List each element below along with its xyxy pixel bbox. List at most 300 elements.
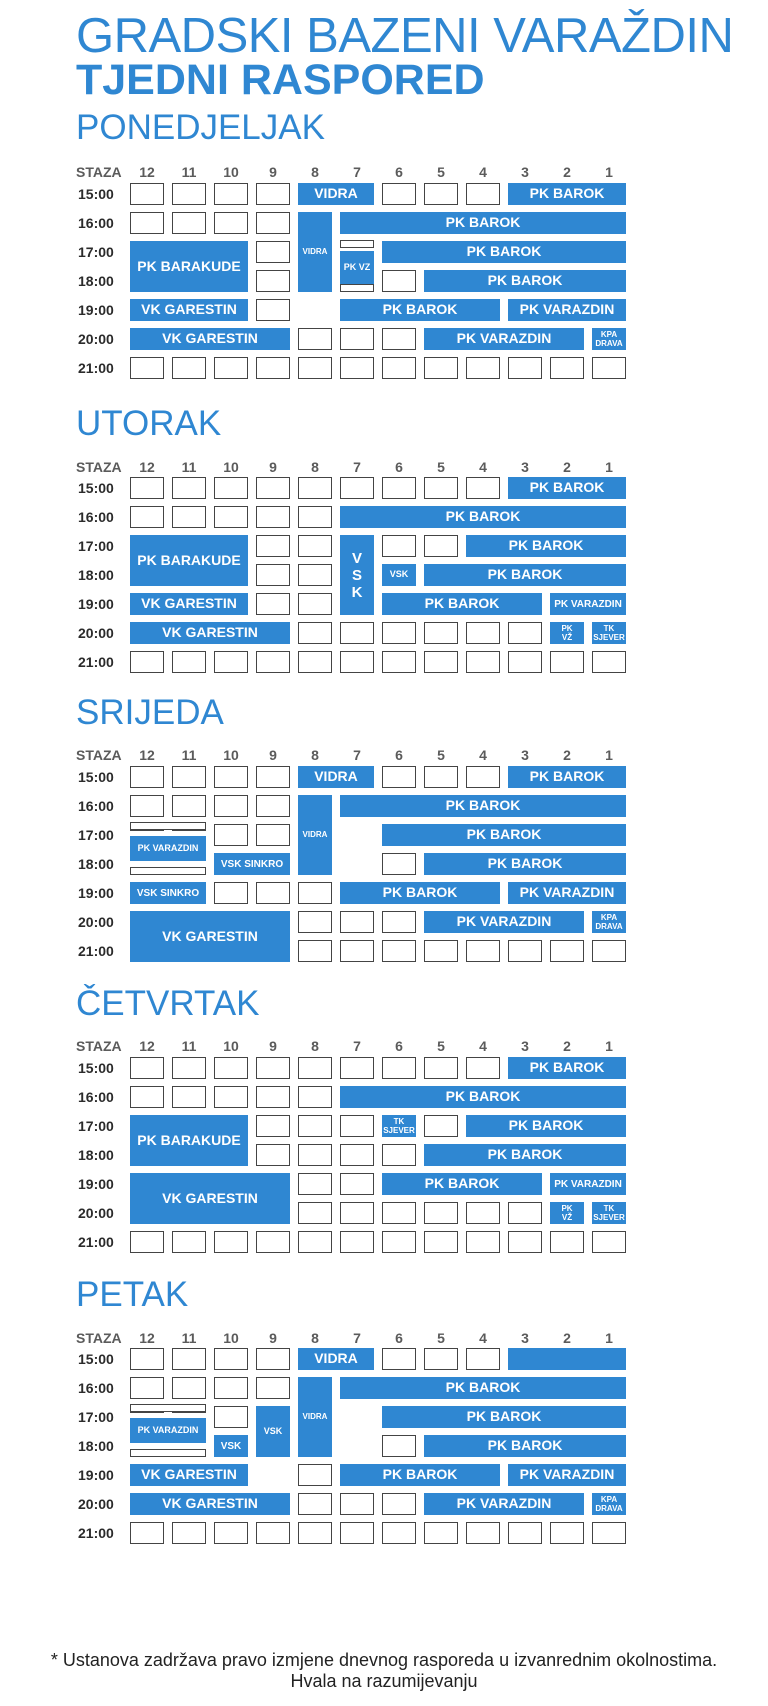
- empty-slot: [214, 766, 248, 788]
- session-block: [382, 241, 626, 263]
- session-block: [592, 1202, 626, 1224]
- empty-slot: [172, 1231, 206, 1253]
- lane-number: 8: [311, 459, 319, 475]
- time-label: 21:00: [78, 1234, 114, 1250]
- session-block: [508, 299, 626, 321]
- empty-slot: [256, 1086, 290, 1108]
- session-block: [340, 506, 626, 528]
- day-title: PETAK: [76, 1275, 189, 1314]
- empty-slot: [214, 506, 248, 528]
- session-label: KPA DRAVA: [595, 330, 623, 348]
- empty-slot: [298, 328, 332, 350]
- session-label: VIDRA: [302, 246, 328, 256]
- session-block: [592, 911, 626, 933]
- lane-number: 11: [181, 459, 197, 475]
- session-label: PK BAROK: [445, 797, 521, 814]
- empty-slot: [382, 1348, 416, 1370]
- empty-slot: [424, 651, 458, 673]
- lane-number: 3: [521, 1038, 529, 1054]
- lane-number: 10: [223, 1330, 239, 1346]
- empty-slot: [256, 1231, 290, 1253]
- empty-slot: [298, 535, 332, 557]
- empty-slot: [172, 766, 206, 788]
- session-label: PK VARAZDIN: [456, 1495, 552, 1512]
- empty-slot: [256, 1057, 290, 1079]
- time-label: 19:00: [78, 596, 114, 612]
- empty-slot: [214, 1086, 248, 1108]
- empty-slot: [466, 766, 500, 788]
- session-label: PK BARAKUDE: [137, 551, 241, 568]
- session-block: [130, 299, 248, 321]
- lane-number: 6: [395, 1038, 403, 1054]
- lane-number: 1: [605, 1038, 613, 1054]
- empty-slot: [256, 593, 290, 615]
- empty-slot: [130, 1348, 164, 1370]
- session-label: PK BAROK: [424, 595, 500, 612]
- session-label: PK VŽ: [561, 1204, 573, 1222]
- lane-number: 12: [139, 164, 155, 180]
- session-block: [550, 593, 626, 615]
- empty-slot: [550, 357, 584, 379]
- empty-slot: [466, 357, 500, 379]
- empty-slot: [382, 622, 416, 644]
- empty-slot: [172, 477, 206, 499]
- empty-slot: [382, 1231, 416, 1253]
- session-block: [340, 299, 500, 321]
- empty-slot: [466, 477, 500, 499]
- empty-slot: [382, 1435, 416, 1457]
- session-block: [130, 882, 206, 904]
- empty-slot: [130, 1377, 164, 1399]
- session-block: [550, 1202, 584, 1224]
- lane-number: 6: [395, 1330, 403, 1346]
- session-block: [508, 1348, 626, 1370]
- session-label: PK BAROK: [487, 855, 563, 872]
- empty-slot: [256, 564, 290, 586]
- time-label: 17:00: [78, 1409, 114, 1425]
- session-label: PK BAROK: [487, 1437, 563, 1454]
- session-block: [382, 564, 416, 586]
- empty-slot: [424, 357, 458, 379]
- lane-number: 10: [223, 459, 239, 475]
- empty-slot: [382, 328, 416, 350]
- empty-slot: [256, 1115, 290, 1137]
- empty-slot: [382, 1057, 416, 1079]
- empty-slot: [256, 270, 290, 292]
- session-label: V S K: [351, 549, 363, 601]
- session-block: [256, 1406, 290, 1457]
- time-label: 16:00: [78, 215, 114, 231]
- session-label: PK BAROK: [487, 1146, 563, 1163]
- lane-number: 3: [521, 1330, 529, 1346]
- empty-slot: [130, 1522, 164, 1544]
- empty-slot: [298, 1231, 332, 1253]
- lane-number: 1: [605, 1330, 613, 1346]
- time-label: 15:00: [78, 1351, 114, 1367]
- empty-slot: [340, 477, 374, 499]
- session-block: [298, 212, 332, 292]
- empty-slot: [256, 651, 290, 673]
- empty-slot: [424, 1348, 458, 1370]
- empty-slot: [256, 299, 290, 321]
- empty-slot: [466, 1522, 500, 1544]
- empty-slot: [172, 357, 206, 379]
- empty-slot: [424, 940, 458, 962]
- empty-slot: [214, 183, 248, 205]
- empty-slot: [508, 651, 542, 673]
- empty-slot: [340, 651, 374, 673]
- session-label: VK GARESTIN: [141, 595, 237, 612]
- session-label: PK BAROK: [466, 243, 542, 260]
- session-block: [130, 328, 290, 350]
- empty-slot: [298, 1493, 332, 1515]
- session-label: KPA DRAVA: [595, 1495, 623, 1513]
- session-label: PK BAROK: [445, 214, 521, 231]
- empty-slot: [172, 795, 206, 817]
- empty-slot: [550, 940, 584, 962]
- session-block: [382, 1173, 542, 1195]
- page-title: GRADSKI BAZENI VARAŽDIN: [76, 9, 734, 63]
- lane-number: 10: [223, 747, 239, 763]
- page-subtitle: TJEDNI RASPORED: [76, 56, 485, 104]
- empty-slot: [466, 1202, 500, 1224]
- session-block: [340, 1377, 626, 1399]
- empty-slot: [214, 477, 248, 499]
- session-block: [424, 1493, 584, 1515]
- lane-number: 9: [269, 747, 277, 763]
- empty-slot: [130, 506, 164, 528]
- empty-slot: [298, 357, 332, 379]
- session-label: VIDRA: [314, 768, 358, 785]
- time-label: 17:00: [78, 827, 114, 843]
- empty-slot: [214, 795, 248, 817]
- time-label: 16:00: [78, 1089, 114, 1105]
- session-label: PK BAROK: [382, 301, 458, 318]
- session-label: PK BAROK: [529, 479, 605, 496]
- time-label: 18:00: [78, 856, 114, 872]
- empty-slot: [340, 940, 374, 962]
- session-block: [130, 593, 248, 615]
- empty-slot: [340, 1115, 374, 1137]
- session-block: [214, 853, 290, 875]
- lane-number: 10: [223, 164, 239, 180]
- session-block: [508, 1464, 626, 1486]
- empty-slot: [172, 651, 206, 673]
- empty-slot: [340, 328, 374, 350]
- lane-number: 12: [139, 1330, 155, 1346]
- session-label: PK VARAZDIN: [137, 842, 199, 853]
- empty-slot: [424, 477, 458, 499]
- session-label: VK GARESTIN: [162, 1495, 258, 1512]
- empty-slot: [340, 1057, 374, 1079]
- session-label: PK VZ: [343, 261, 371, 272]
- time-label: 21:00: [78, 654, 114, 670]
- empty-slot: [340, 1522, 374, 1544]
- empty-slot: [298, 911, 332, 933]
- lane-header-label: STAZA: [76, 1330, 122, 1346]
- time-label: 19:00: [78, 302, 114, 318]
- time-label: 15:00: [78, 769, 114, 785]
- session-block: [340, 212, 626, 234]
- empty-slot: [172, 506, 206, 528]
- time-label: 21:00: [78, 943, 114, 959]
- session-label: PK BAROK: [487, 272, 563, 289]
- session-block: [130, 836, 206, 861]
- session-label: KPA DRAVA: [595, 913, 623, 931]
- session-label: VK GARESTIN: [141, 301, 237, 318]
- session-block: [508, 766, 626, 788]
- empty-slot: [298, 1086, 332, 1108]
- lane-number: 7: [353, 747, 361, 763]
- session-block: [424, 564, 626, 586]
- lane-number: 11: [181, 1330, 197, 1346]
- empty-slot: [298, 882, 332, 904]
- lane-number: 9: [269, 164, 277, 180]
- empty-slot: [298, 593, 332, 615]
- empty-slot: [382, 766, 416, 788]
- empty-slot: [592, 357, 626, 379]
- session-label: VIDRA: [314, 185, 358, 202]
- session-label: TK SJEVER: [383, 1117, 415, 1135]
- session-label: PK BAROK: [529, 1059, 605, 1076]
- lane-number: 9: [269, 1330, 277, 1346]
- empty-slot: [214, 651, 248, 673]
- session-block: [508, 1057, 626, 1079]
- empty-slot: [172, 1057, 206, 1079]
- empty-slot: [256, 506, 290, 528]
- day-title: UTORAK: [76, 404, 222, 443]
- empty-slot: [592, 940, 626, 962]
- empty-slot: [130, 183, 164, 205]
- session-block: [592, 1493, 626, 1515]
- time-label: 20:00: [78, 1205, 114, 1221]
- empty-slot: [340, 1202, 374, 1224]
- session-label: PK BARAKUDE: [137, 257, 241, 274]
- session-block: [592, 328, 626, 350]
- session-block: [130, 1173, 290, 1224]
- lane-number: 11: [181, 747, 197, 763]
- empty-slot: [256, 1348, 290, 1370]
- empty-slot: [508, 1522, 542, 1544]
- empty-slot: [424, 535, 458, 557]
- session-block: [424, 1435, 626, 1457]
- lane-number: 12: [139, 747, 155, 763]
- session-block: [550, 1173, 626, 1195]
- empty-slot: [340, 284, 374, 292]
- empty-slot: [592, 651, 626, 673]
- lane-number: 6: [395, 164, 403, 180]
- session-block: [340, 882, 500, 904]
- empty-slot: [256, 183, 290, 205]
- empty-slot: [382, 270, 416, 292]
- day-title: SRIJEDA: [76, 693, 224, 732]
- lane-number: 12: [139, 1038, 155, 1054]
- empty-slot: [256, 1522, 290, 1544]
- lane-number: 7: [353, 1038, 361, 1054]
- empty-slot: [382, 1202, 416, 1224]
- lane-number: 11: [181, 1038, 197, 1054]
- session-label: PK VARAZDIN: [554, 598, 622, 610]
- empty-slot: [298, 506, 332, 528]
- lane-number: 1: [605, 747, 613, 763]
- session-label: PK BAROK: [529, 768, 605, 785]
- time-label: 21:00: [78, 360, 114, 376]
- session-label: VK GARESTIN: [162, 330, 258, 347]
- lane-number: 5: [437, 459, 445, 475]
- time-label: 17:00: [78, 1118, 114, 1134]
- session-label: VK GARESTIN: [162, 927, 258, 944]
- empty-slot: [298, 564, 332, 586]
- empty-slot: [130, 357, 164, 379]
- empty-slot: [340, 1231, 374, 1253]
- empty-slot: [466, 1057, 500, 1079]
- session-block: [340, 1086, 626, 1108]
- session-label: PK VARAZDIN: [519, 301, 615, 318]
- lane-number: 9: [269, 1038, 277, 1054]
- empty-slot: [130, 1449, 206, 1457]
- session-block: [424, 1144, 626, 1166]
- session-block: [508, 183, 626, 205]
- empty-slot: [592, 1231, 626, 1253]
- session-label: PK BARAKUDE: [137, 1131, 241, 1148]
- empty-slot: [214, 357, 248, 379]
- empty-slot: [382, 477, 416, 499]
- empty-slot: [256, 766, 290, 788]
- lane-number: 9: [269, 459, 277, 475]
- empty-slot: [130, 1404, 206, 1412]
- time-label: 21:00: [78, 1525, 114, 1541]
- session-block: [298, 183, 374, 205]
- empty-slot: [214, 882, 248, 904]
- lane-header-label: STAZA: [76, 164, 122, 180]
- session-label: PK VARAZDIN: [519, 884, 615, 901]
- empty-slot: [298, 477, 332, 499]
- session-label: PK VŽ: [561, 624, 573, 642]
- time-label: 19:00: [78, 1176, 114, 1192]
- session-label: PK BAROK: [466, 1408, 542, 1425]
- empty-slot: [256, 241, 290, 263]
- lane-number: 4: [479, 747, 487, 763]
- empty-slot: [382, 357, 416, 379]
- session-label: PK BAROK: [487, 566, 563, 583]
- session-label: VSK: [263, 1425, 283, 1436]
- lane-number: 8: [311, 164, 319, 180]
- session-block: [424, 911, 584, 933]
- empty-slot: [382, 183, 416, 205]
- session-block: [130, 911, 290, 962]
- lane-number: 4: [479, 164, 487, 180]
- empty-slot: [424, 1202, 458, 1224]
- empty-slot: [466, 1348, 500, 1370]
- lane-number: 6: [395, 459, 403, 475]
- session-label: VSK SINKRO: [220, 858, 284, 870]
- empty-slot: [508, 622, 542, 644]
- empty-slot: [298, 940, 332, 962]
- lane-number: 1: [605, 459, 613, 475]
- empty-slot: [466, 1231, 500, 1253]
- lane-number: 8: [311, 1038, 319, 1054]
- empty-slot: [382, 911, 416, 933]
- empty-slot: [298, 1464, 332, 1486]
- empty-slot: [172, 1086, 206, 1108]
- lane-number: 7: [353, 1330, 361, 1346]
- empty-slot: [466, 940, 500, 962]
- empty-slot: [424, 622, 458, 644]
- lane-number: 2: [563, 459, 571, 475]
- time-label: 20:00: [78, 914, 114, 930]
- time-label: 17:00: [78, 244, 114, 260]
- session-block: [466, 1115, 626, 1137]
- session-block: [130, 535, 248, 586]
- session-block: [130, 1115, 248, 1166]
- empty-slot: [550, 1522, 584, 1544]
- session-label: PK VARAZDIN: [456, 330, 552, 347]
- empty-slot: [382, 1522, 416, 1544]
- empty-slot: [466, 183, 500, 205]
- empty-slot: [172, 183, 206, 205]
- lane-number: 7: [353, 164, 361, 180]
- lane-number: 4: [479, 1330, 487, 1346]
- time-label: 18:00: [78, 273, 114, 289]
- time-label: 19:00: [78, 1467, 114, 1483]
- time-label: 18:00: [78, 1438, 114, 1454]
- empty-slot: [424, 1115, 458, 1137]
- empty-slot: [592, 1522, 626, 1544]
- empty-slot: [130, 212, 164, 234]
- lane-number: 5: [437, 164, 445, 180]
- time-label: 19:00: [78, 885, 114, 901]
- session-label: TK SJEVER: [593, 624, 625, 642]
- empty-slot: [256, 795, 290, 817]
- lane-number: 2: [563, 747, 571, 763]
- empty-slot: [130, 651, 164, 673]
- session-block: [466, 535, 626, 557]
- session-block: [340, 795, 626, 817]
- session-label: VIDRA: [302, 829, 328, 839]
- empty-slot: [382, 1144, 416, 1166]
- session-label: VSK SINKRO: [136, 887, 200, 899]
- empty-slot: [172, 212, 206, 234]
- empty-slot: [424, 766, 458, 788]
- empty-slot: [508, 1231, 542, 1253]
- time-label: 15:00: [78, 1060, 114, 1076]
- session-block: [382, 824, 626, 846]
- time-label: 16:00: [78, 1380, 114, 1396]
- empty-slot: [214, 212, 248, 234]
- empty-slot: [382, 1493, 416, 1515]
- footnote: * Ustanova zadržava pravo izmjene dnevnog rasporeda u izvanrednim okolnostima. Hvala na razumijevanju: [50, 1650, 718, 1691]
- empty-slot: [298, 1144, 332, 1166]
- lane-number: 3: [521, 164, 529, 180]
- session-block: [298, 766, 374, 788]
- empty-slot: [298, 651, 332, 673]
- session-label: PK VARAZDIN: [519, 1466, 615, 1483]
- empty-slot: [130, 822, 206, 830]
- session-label: TK SJEVER: [593, 1204, 625, 1222]
- time-label: 20:00: [78, 1496, 114, 1512]
- empty-slot: [298, 622, 332, 644]
- empty-slot: [214, 1231, 248, 1253]
- session-block: [382, 593, 542, 615]
- time-label: 18:00: [78, 567, 114, 583]
- time-label: 16:00: [78, 509, 114, 525]
- session-label: VIDRA: [302, 1411, 328, 1421]
- session-label: VSK: [389, 569, 409, 580]
- empty-slot: [382, 535, 416, 557]
- empty-slot: [298, 1522, 332, 1544]
- session-block: [592, 622, 626, 644]
- session-label: VK GARESTIN: [141, 1466, 237, 1483]
